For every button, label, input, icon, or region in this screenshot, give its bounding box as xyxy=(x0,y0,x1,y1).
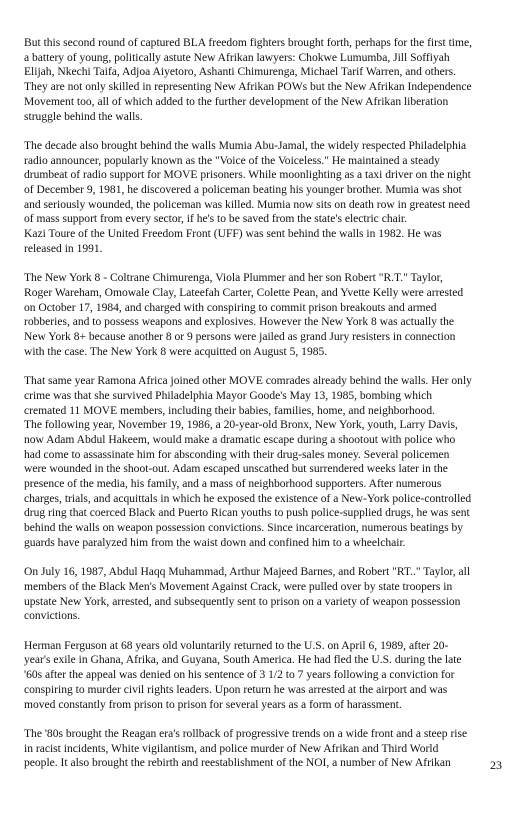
document-body xyxy=(24,36,502,786)
paragraph-bla-lawyers: But this second round of captured BLA freedom fighters brought forth, perhaps for the first time, a battery of young, politically astute New Afrikan lawyers: Chokwe Lumumba, Jill Soffiyah Elijah, Nkechi Taifa, Adjoa Aiyetoro, Ashanti Chimurenga, Michael Tarif Warren, and others. They are not only skilled in representing New Afrikan POWs but the New Afrikan Independence Movement too, all of which added to the further development of the New Afrikan liberation struggle behind the walls. xyxy=(24,37,472,123)
page-number: 23 xyxy=(490,758,502,772)
paragraph-herman-ferguson: Herman Ferguson at 68 years old voluntarily returned to the U.S. on April 6, 1989, after 20- year's exile in Ghana, Afrika, and Guyana, South America. He had fled the U.S. during the late '60s after the appeal was denied on his sentence of 3 1/2 to 7 years following a conviction for conspiring to murder civil rights leaders. Upon return he was arrested at the airport and was moved constantly from prison to prison for several years as a form of harassment. xyxy=(24,639,462,711)
paragraph-reagan-era: The '80s brought the Reagan era's rollback of progressive trends on a wide front and a steep rise in racist incidents, White vigilantism, and police murder of New Afrikan and Third World people. It also brought the rebirth and reestablishment of the NOI, a number of New Afrikan xyxy=(24,727,468,770)
paragraph-black-mens-movement: On July 16, 1987, Abdul Haqq Muhammad, Arthur Majeed Barnes, and Robert "RT.." Taylor, all members of the Black Men's Movement Against Crack, were pulled over by state troopers in upstate New York, arrested, and subsequently sent to prison on a variety of weapon possession convictions. xyxy=(24,566,471,623)
paragraph-mumia-abu-jamal: The decade also brought behind the walls Mumia Abu-Jamal, the widely respected Philadelphia radio announcer, popularly known as the "Voice of the Voiceless." He maintained a steady drumbeat of radio support for MOVE prisoners. While moonlighting as a taxi driver on the night of December 9, 1981, he discovered a policeman beating his younger brother. Mumia was shot and seriously wounded, the policeman was killed. Mumia now sits on death row in greatest need of mass support from every sector, if he's to be saved from the state's electric chair. Kazi Toure of the United Freedom Front (UFF) was sent behind the walls in 1982. He was released in 1991. xyxy=(24,139,471,255)
paragraph-new-york-8: The New York 8 - Coltrane Chimurenga, Viola Plummer and her son Robert "R.T." Taylor, Roger Wareham, Omowale Clay, Lateefah Carter, Colette Pean, and Yvette Kelly were arrested on October 17, 1984, and charged with conspiring to commit prison breakouts and armed robberies, and to possess weapons and explosives. However the New York 8 was actually the New York 8+ because another 8 or 9 persons were jailed as grand Jury resisters in connection with the case. The New York 8 were acquitted on August 5, 1985. xyxy=(24,272,464,358)
paragraph-ramona-africa-larry-davis: That same year Ramona Africa joined other MOVE comrades already behind the walls. Her only crime was that she survived Philadelphia Mayor Goode's May 13, 1985, bombing which cremated 11 MOVE members, including their babies, families, home, and neighborhood. The following year, November 19, 1986, a 20-year-old Bronx, New York, youth, Larry Davis, now Adam Abdul Hakeem, would make a dramatic escape during a shootout with police who had come to assassinate him for absconding with their drug-sales money. Several policemen were wounded in the shoot-out. Adam escaped unscathed but surrendered weeks later in the presence of the media, his family, and a mass of neighborhood supporters. After numerous charges, trials, and acquittals in which he exposed the existence of a New-York police-controlled drug ring that coerced Black and Puerto Rican youths to push police-supplied drugs, he was sent behind the walls on weapon possession convictions. Since incarceration, numerous beatings by guards have paralyzed him from the waist down and confined him to a wheelchair. xyxy=(24,375,472,549)
